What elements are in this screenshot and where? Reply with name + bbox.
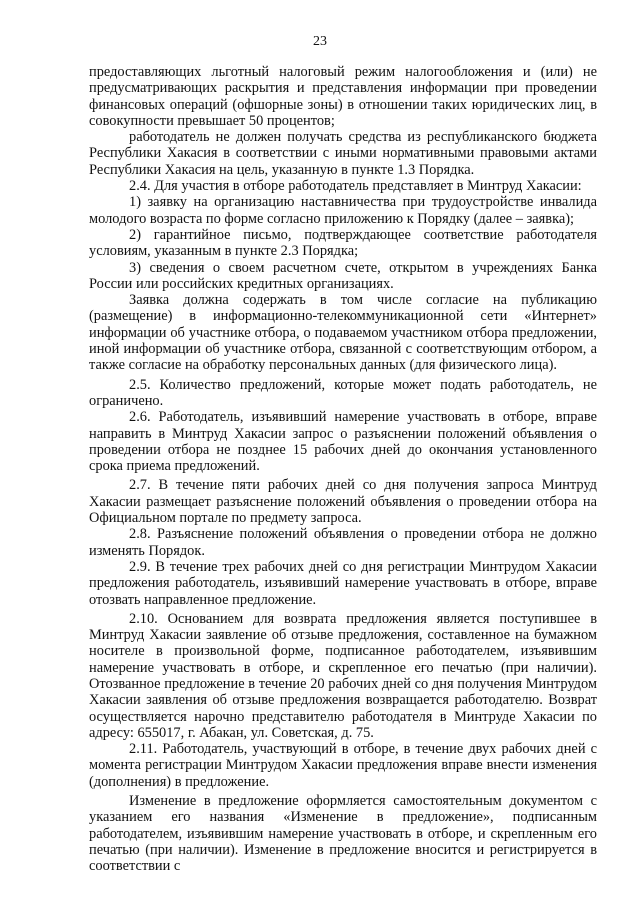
- paragraph-offshore-continuation: предоставляющих льготный налоговый режим налогообложения и (или) не предусматривающих раскрытия и представления информации при проведении финансовых операций (офшорные зоны) в отношении таких юридических лиц, в совокупности превышает 50 процентов;: [89, 64, 597, 129]
- paragraph-2-4: 2.4. Для участия в отборе работодатель представляет в Минтруд Хакасии:: [129, 178, 582, 195]
- paragraph-application-consent: Заявка должна содержать в том числе согласие на публикацию (размещение) в информационно-телекоммуникационной сети «Интернет» информации об участнике отбора, о подаваемом участником отбора предложении, иной информации об участнике отбора, связанной с соответствующим отбором, а также согласие на обработку персональных данных (для физического лица).: [89, 292, 597, 374]
- paragraph-2-10: 2.10. Основанием для возврата предложения является поступившее в Минтруд Хакасии заявление об отзыве предложения, составленное на бумажном носителе в произвольной форме, подписанное работодателем, изъявившим намерение участвовать в отборе, и скрепленное его печатью (при наличии). Отозванное предложение в течение 20 рабочих дней со дня получения Минтрудом Хакасии заявления об отзыве предложения возвращается работодателю. Возврат осуществляется нарочно представителю работодателя в Минтруде Хакасии по адресу: 655017, г. Абакан, ул. Советская, д. 75.: [89, 610, 597, 741]
- paragraph-2-8: 2.8. Разъяснение положений объявления о проведении отбора не должно изменять Порядок.: [89, 526, 597, 559]
- paragraph-2-4-item-2: 2) гарантийное письмо, подтверждающее соответствие работодателя условиям, указанным в пункте 2.3 Порядка;: [89, 226, 597, 260]
- paragraph-2-11: 2.11. Работодатель, участвующий в отборе, в течение двух рабочих дней с момента регистрации Минтрудом Хакасии предложения вправе внести изменения (дополнения) в предложение.: [89, 741, 597, 790]
- paragraph-2-7: 2.7. В течение пяти рабочих дней со дня получения запроса Минтруд Хакасии размещает разъяснение положений объявления о проведении отбора на Официальном портале по предмету запроса.: [89, 477, 597, 527]
- document-body: [89, 64, 597, 875]
- paragraph-2-5: 2.5. Количество предложений, которые может подать работодатель, не ограничено.: [89, 376, 597, 409]
- paragraph-2-6: 2.6. Работодатель, изъявивший намерение участвовать в отборе, вправе направить в Минтруд Хакасии запрос о разъяснении положений объявления о проведении отбора не позднее 15 рабочих дней до окончания установленного срока приема предложений.: [89, 409, 597, 475]
- page-number: 23: [313, 34, 327, 49]
- paragraph-2-9: 2.9. В течение трех рабочих дней со дня регистрации Минтрудом Хакасии предложения работодатель, изъявивший намерение участвовать в отборе, вправе отозвать направленное предложение.: [89, 558, 597, 608]
- paragraph-budget-condition: работодатель не должен получать средства из республиканского бюджета Республики Хакасия в соответствии с иными нормативными правовыми актами Республики Хакасия на цель, указанную в пункте 1.3 Порядка.: [89, 129, 597, 178]
- paragraph-change-form: Изменение в предложение оформляется самостоятельным документом с указанием его названия «Изменение в предложение», подписанным работодателем, изъявившим намерение участвовать в отборе, и скрепленным его печатью (при наличии). Изменение в предложение вносится и регистрируется в соответствии с: [89, 793, 597, 875]
- paragraph-2-4-item-1: 1) заявку на организацию наставничества при трудоустройстве инвалида молодого возраста по форме согласно приложению к Порядку (далее – заявка);: [89, 194, 597, 227]
- paragraph-2-4-item-3: 3) сведения о своем расчетном счете, открытом в учреждениях Банка России или российских кредитных организациях.: [89, 259, 597, 292]
